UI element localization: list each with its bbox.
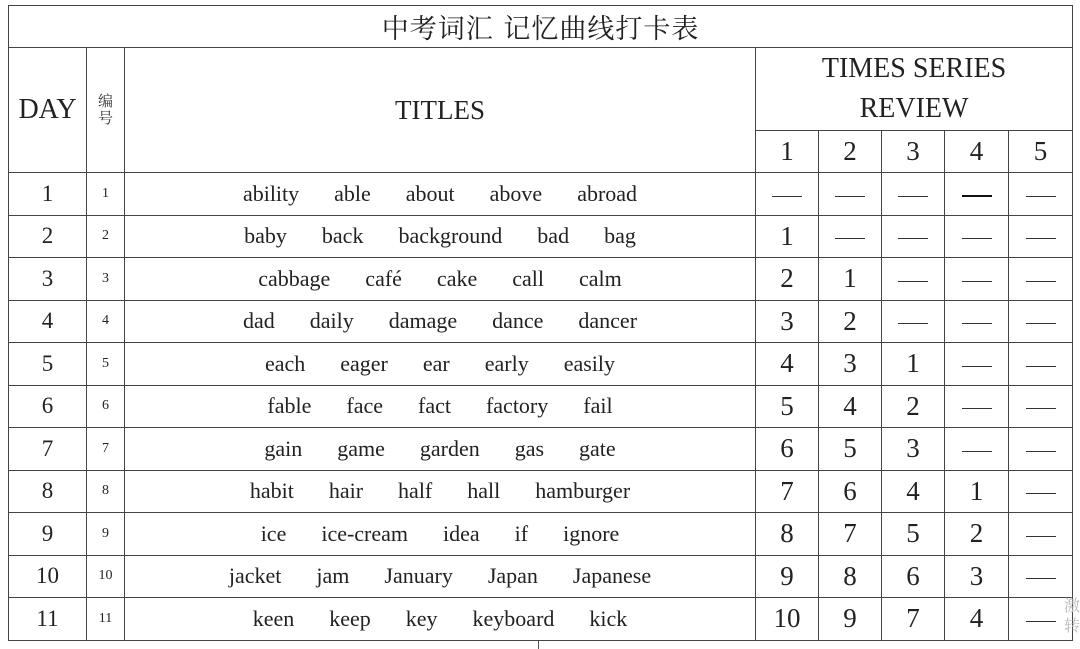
review-cell: 7 — [882, 598, 945, 641]
day-cell: 2 — [9, 215, 87, 258]
dash-mark — [835, 196, 865, 197]
words-cell: jacket jam January Japan Japanese — [125, 555, 756, 598]
review-cell-empty — [1009, 173, 1073, 216]
dash-mark — [962, 195, 992, 197]
watermark-text: 激 转 — [1063, 596, 1080, 635]
words-cell: habit hair half hall hamburger — [125, 470, 756, 513]
dash-mark — [1026, 621, 1056, 622]
day-cell: 4 — [9, 300, 87, 343]
review-cell-empty — [1009, 470, 1073, 513]
titles-header: TITLES — [125, 48, 756, 173]
review-cell-empty — [945, 428, 1009, 471]
table-row — [9, 428, 1073, 471]
review-cell-empty — [1009, 300, 1073, 343]
review-cell: 8 — [819, 555, 882, 598]
review-cell: 5 — [882, 513, 945, 556]
dash-mark — [1026, 323, 1056, 324]
times-series-review-header — [756, 48, 1073, 131]
dash-mark — [898, 238, 928, 239]
watermark — [1064, 596, 1080, 636]
review-col-header-3: 3 — [882, 131, 945, 173]
review-cell-empty — [882, 215, 945, 258]
table-row — [9, 555, 1073, 598]
number-cell: 4 — [87, 300, 125, 343]
review-cell-empty — [945, 258, 1009, 301]
day-cell: 7 — [9, 428, 87, 471]
dash-mark — [962, 281, 992, 282]
day-cell: 6 — [9, 385, 87, 428]
dash-mark — [962, 238, 992, 239]
review-cell-empty — [1009, 555, 1073, 598]
number-cell: 1 — [87, 173, 125, 216]
review-cell: 2 — [882, 385, 945, 428]
review-cell-empty — [1009, 598, 1073, 641]
review-col-header-5: 5 — [1009, 131, 1073, 173]
review-cell: 5 — [756, 385, 819, 428]
review-cell-empty — [882, 173, 945, 216]
review-cell: 1 — [882, 343, 945, 386]
review-cell: 10 — [756, 598, 819, 641]
review-cell-empty — [1009, 215, 1073, 258]
dash-mark — [1026, 493, 1056, 494]
dash-mark — [898, 196, 928, 197]
review-cell-empty — [1009, 513, 1073, 556]
review-cell: 7 — [756, 470, 819, 513]
review-cell-empty — [756, 173, 819, 216]
review-cell-empty — [945, 343, 1009, 386]
review-cell-empty — [945, 300, 1009, 343]
words-cell: dad daily damage dance dancer — [125, 300, 756, 343]
review-label: REVIEW — [859, 93, 969, 124]
dash-mark — [1026, 451, 1056, 452]
table-row — [9, 513, 1073, 556]
number-header — [87, 48, 125, 173]
review-cell-empty — [1009, 428, 1073, 471]
words-cell: ability able about above abroad — [125, 173, 756, 216]
words-cell: keen keep key keyboard kick — [125, 598, 756, 641]
table-row — [9, 343, 1073, 386]
review-cell: 1 — [945, 470, 1009, 513]
dash-mark — [1026, 536, 1056, 537]
table-row — [9, 258, 1073, 301]
review-cell: 2 — [945, 513, 1009, 556]
review-cell: 3 — [819, 343, 882, 386]
dash-mark — [1026, 408, 1056, 409]
dash-mark — [962, 408, 992, 409]
review-cell-empty — [945, 173, 1009, 216]
review-col-header-1: 1 — [756, 131, 819, 173]
number-cell: 6 — [87, 385, 125, 428]
review-cell: 4 — [945, 598, 1009, 641]
table-row — [9, 470, 1073, 513]
number-cell: 5 — [87, 343, 125, 386]
review-col-header-2: 2 — [819, 131, 882, 173]
review-cell-empty — [819, 215, 882, 258]
number-cell: 10 — [87, 555, 125, 598]
review-cell: 7 — [819, 513, 882, 556]
review-cell: 6 — [819, 470, 882, 513]
review-cell-empty — [819, 173, 882, 216]
words-cell: each eager ear early easily — [125, 343, 756, 386]
dash-mark — [1026, 238, 1056, 239]
review-cell: 5 — [819, 428, 882, 471]
memory-curve-table — [8, 5, 1073, 641]
day-cell: 10 — [9, 555, 87, 598]
review-cell: 9 — [819, 598, 882, 641]
review-cell-empty — [945, 385, 1009, 428]
table-row — [9, 173, 1073, 216]
dash-mark — [772, 196, 802, 197]
review-cell: 4 — [882, 470, 945, 513]
words-cell: fable face fact factory fail — [125, 385, 756, 428]
number-cell: 8 — [87, 470, 125, 513]
table-row — [9, 598, 1073, 641]
words-cell: gain game garden gas gate — [125, 428, 756, 471]
number-cell: 11 — [87, 598, 125, 641]
review-cell: 6 — [882, 555, 945, 598]
review-cell: 4 — [756, 343, 819, 386]
dash-mark — [1026, 281, 1056, 282]
day-cell: 11 — [9, 598, 87, 641]
day-cell: 3 — [9, 258, 87, 301]
review-cell: 6 — [756, 428, 819, 471]
review-cell-empty — [1009, 385, 1073, 428]
review-cell-empty — [945, 215, 1009, 258]
table-row — [9, 215, 1073, 258]
number-header-label: 编 号 — [97, 92, 113, 127]
day-header: DAY — [9, 48, 87, 173]
review-cell-empty — [882, 300, 945, 343]
sheet-title: 中考词汇 记忆曲线打卡表 — [9, 6, 1073, 48]
dash-mark — [1026, 366, 1056, 367]
dash-mark — [835, 238, 865, 239]
dash-mark — [962, 451, 992, 452]
review-cell: 1 — [819, 258, 882, 301]
review-cell-empty — [1009, 258, 1073, 301]
table-row — [9, 385, 1073, 428]
dash-mark — [962, 323, 992, 324]
dash-mark — [1026, 578, 1056, 579]
number-cell: 3 — [87, 258, 125, 301]
review-cell: 2 — [819, 300, 882, 343]
number-cell: 9 — [87, 513, 125, 556]
words-cell: baby back background bad bag — [125, 215, 756, 258]
review-cell: 1 — [756, 215, 819, 258]
day-cell: 5 — [9, 343, 87, 386]
day-cell: 1 — [9, 173, 87, 216]
dash-mark — [962, 366, 992, 367]
number-cell: 7 — [87, 428, 125, 471]
day-cell: 8 — [9, 470, 87, 513]
number-cell: 2 — [87, 215, 125, 258]
times-series-label: TIMES SERIES — [821, 53, 1007, 84]
review-cell: 4 — [819, 385, 882, 428]
review-cell: 3 — [882, 428, 945, 471]
dash-mark — [898, 281, 928, 282]
review-cell-empty — [882, 258, 945, 301]
page-tick-mark — [538, 641, 539, 649]
review-cell: 3 — [945, 555, 1009, 598]
review-cell: 9 — [756, 555, 819, 598]
review-cell-empty — [1009, 343, 1073, 386]
review-cell: 8 — [756, 513, 819, 556]
review-cell: 2 — [756, 258, 819, 301]
table-row — [9, 300, 1073, 343]
dash-mark — [898, 323, 928, 324]
review-col-header-4: 4 — [945, 131, 1009, 173]
day-cell: 9 — [9, 513, 87, 556]
words-cell: ice ice-cream idea if ignore — [125, 513, 756, 556]
review-cell: 3 — [756, 300, 819, 343]
dash-mark — [1026, 196, 1056, 197]
words-cell: cabbage café cake call calm — [125, 258, 756, 301]
